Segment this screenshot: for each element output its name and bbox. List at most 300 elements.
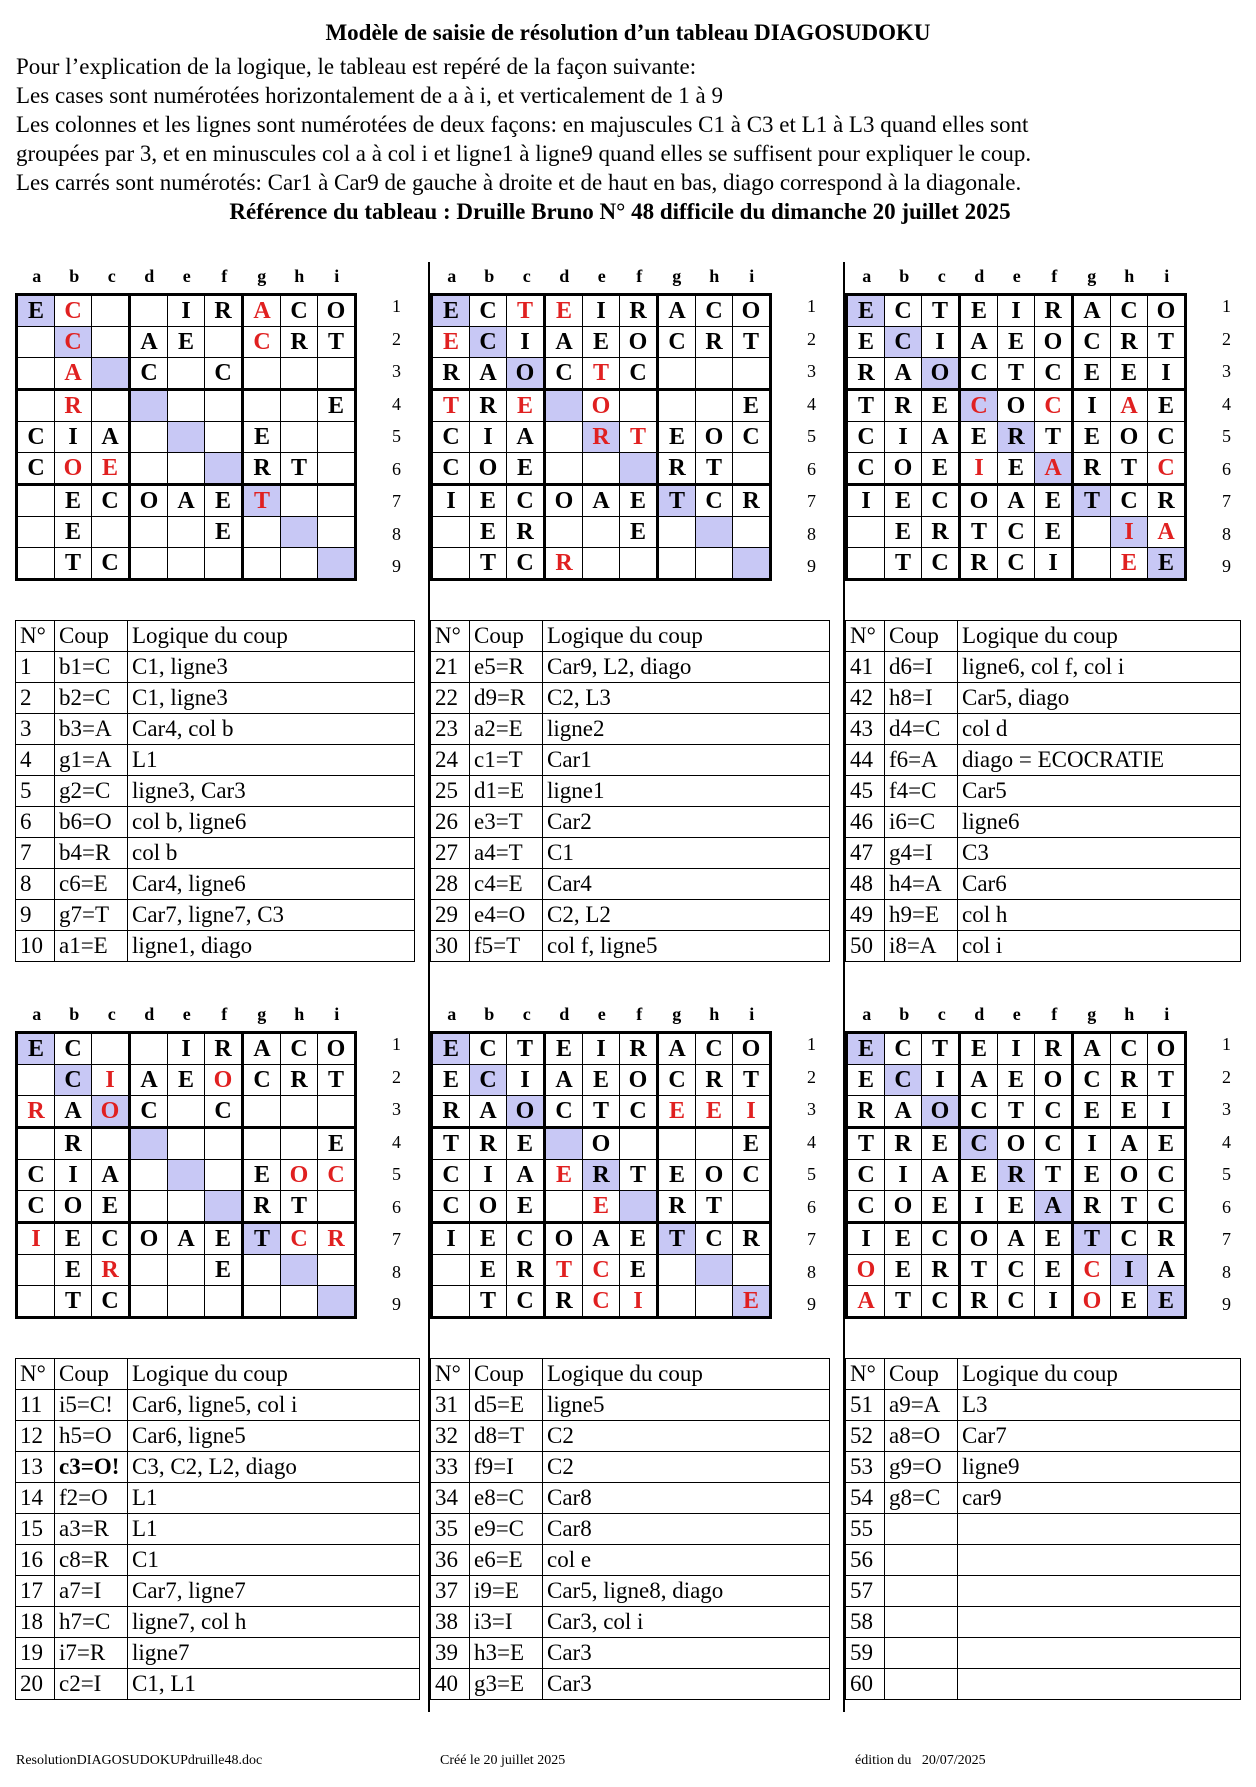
grid-cell[interactable]: O bbox=[960, 485, 998, 517]
grid-cell[interactable]: R bbox=[733, 1223, 771, 1255]
grid-cell[interactable]: A bbox=[658, 1033, 696, 1065]
grid-cell[interactable]: E bbox=[1073, 358, 1111, 390]
grid-cell[interactable] bbox=[432, 517, 470, 548]
grid-cell[interactable] bbox=[92, 1128, 130, 1160]
grid-cell[interactable] bbox=[168, 1096, 205, 1128]
grid-cell[interactable]: C bbox=[960, 358, 998, 390]
grid-cell[interactable]: A bbox=[92, 422, 130, 453]
grid-cell[interactable]: R bbox=[583, 422, 620, 453]
grid-cell[interactable]: T bbox=[281, 1191, 318, 1223]
grid-cell[interactable]: I bbox=[432, 1223, 470, 1255]
grid-cell[interactable] bbox=[281, 1096, 318, 1128]
grid-cell[interactable]: I bbox=[733, 1096, 771, 1128]
grid-cell[interactable]: R bbox=[281, 327, 318, 358]
grid-cell[interactable] bbox=[696, 517, 733, 548]
grid-cell[interactable]: R bbox=[55, 390, 92, 422]
grid-cell[interactable] bbox=[205, 1128, 243, 1160]
grid-cell[interactable]: O bbox=[318, 1033, 356, 1065]
grid-cell[interactable]: E bbox=[168, 1065, 205, 1096]
grid-cell[interactable]: C bbox=[243, 327, 281, 358]
grid-cell[interactable]: E bbox=[243, 422, 281, 453]
grid-cell[interactable]: O bbox=[470, 1191, 507, 1223]
grid-cell[interactable] bbox=[205, 390, 243, 422]
grid-cell[interactable]: O bbox=[1035, 327, 1073, 358]
grid-cell[interactable]: E bbox=[583, 1065, 620, 1096]
grid-cell[interactable]: O bbox=[583, 1128, 620, 1160]
grid-cell[interactable]: R bbox=[696, 327, 733, 358]
grid-cell[interactable]: E bbox=[318, 390, 356, 422]
grid-cell[interactable]: E bbox=[922, 390, 960, 422]
grid-cell[interactable]: C bbox=[507, 485, 545, 517]
grid-cell[interactable]: C bbox=[507, 548, 545, 580]
grid-cell[interactable] bbox=[281, 1286, 318, 1318]
grid-cell[interactable]: E bbox=[545, 1160, 583, 1191]
grid-cell[interactable] bbox=[545, 453, 583, 485]
grid-cell[interactable]: E bbox=[545, 1033, 583, 1065]
grid-cell[interactable]: C bbox=[583, 1286, 620, 1318]
grid-cell[interactable]: C bbox=[92, 548, 130, 580]
grid-cell[interactable]: C bbox=[92, 1223, 130, 1255]
grid-cell[interactable]: E bbox=[847, 295, 885, 327]
grid-cell[interactable] bbox=[733, 548, 771, 580]
grid-cell[interactable]: T bbox=[1073, 485, 1111, 517]
grid-cell[interactable]: R bbox=[960, 548, 998, 580]
grid-cell[interactable]: E bbox=[1035, 485, 1073, 517]
grid-cell[interactable]: R bbox=[1073, 453, 1111, 485]
grid-cell[interactable]: O bbox=[922, 358, 960, 390]
grid-cell[interactable]: T bbox=[55, 548, 92, 580]
grid-cell[interactable]: C bbox=[1035, 1128, 1073, 1160]
grid-cell[interactable]: R bbox=[243, 453, 281, 485]
grid-cell[interactable] bbox=[243, 517, 281, 548]
grid-cell[interactable]: T bbox=[885, 1286, 922, 1318]
grid-cell[interactable]: R bbox=[1111, 327, 1148, 358]
grid-cell[interactable]: R bbox=[1035, 1033, 1073, 1065]
grid-cell[interactable]: E bbox=[507, 390, 545, 422]
grid-cell[interactable]: O bbox=[507, 358, 545, 390]
grid-cell[interactable]: T bbox=[847, 1128, 885, 1160]
grid-cell[interactable] bbox=[583, 548, 620, 580]
grid-cell[interactable]: A bbox=[545, 327, 583, 358]
grid-cell[interactable]: C bbox=[17, 1160, 55, 1191]
grid-cell[interactable]: C bbox=[432, 1160, 470, 1191]
grid-cell[interactable]: C bbox=[847, 422, 885, 453]
grid-cell[interactable]: T bbox=[432, 390, 470, 422]
grid-cell[interactable]: A bbox=[92, 1160, 130, 1191]
grid-cell[interactable] bbox=[130, 295, 168, 327]
grid-cell[interactable] bbox=[696, 1255, 733, 1286]
grid-cell[interactable]: R bbox=[696, 1065, 733, 1096]
grid-cell[interactable] bbox=[130, 1286, 168, 1318]
grid-cell[interactable] bbox=[205, 1191, 243, 1223]
grid-cell[interactable]: R bbox=[658, 453, 696, 485]
grid-cell[interactable]: R bbox=[55, 1128, 92, 1160]
grid-cell[interactable]: R bbox=[620, 295, 658, 327]
grid-cell[interactable]: A bbox=[1148, 1255, 1186, 1286]
grid-cell[interactable]: A bbox=[1073, 295, 1111, 327]
grid-cell[interactable] bbox=[205, 1160, 243, 1191]
grid-cell[interactable]: C bbox=[470, 295, 507, 327]
grid-cell[interactable]: I bbox=[922, 327, 960, 358]
grid-cell[interactable]: T bbox=[507, 295, 545, 327]
grid-cell[interactable]: C bbox=[432, 453, 470, 485]
grid-cell[interactable]: E bbox=[658, 1160, 696, 1191]
grid-cell[interactable]: A bbox=[885, 1096, 922, 1128]
grid-cell[interactable]: E bbox=[998, 1065, 1035, 1096]
grid-cell[interactable]: R bbox=[507, 517, 545, 548]
grid-cell[interactable]: O bbox=[318, 295, 356, 327]
grid-cell[interactable] bbox=[1073, 548, 1111, 580]
grid-cell[interactable] bbox=[545, 1128, 583, 1160]
grid-cell[interactable]: E bbox=[432, 327, 470, 358]
grid-cell[interactable]: T bbox=[696, 1191, 733, 1223]
grid-cell[interactable] bbox=[620, 548, 658, 580]
grid-cell[interactable]: I bbox=[17, 1223, 55, 1255]
grid-cell[interactable]: C bbox=[545, 1096, 583, 1128]
grid-cell[interactable]: E bbox=[847, 1033, 885, 1065]
grid-cell[interactable]: C bbox=[885, 1033, 922, 1065]
grid-cell[interactable] bbox=[733, 1255, 771, 1286]
grid-cell[interactable]: O bbox=[1148, 1033, 1186, 1065]
grid-cell[interactable]: I bbox=[583, 1033, 620, 1065]
grid-cell[interactable]: C bbox=[92, 1286, 130, 1318]
grid-cell[interactable]: E bbox=[733, 1128, 771, 1160]
grid-cell[interactable]: R bbox=[17, 1096, 55, 1128]
grid-cell[interactable]: E bbox=[960, 422, 998, 453]
grid-cell[interactable]: E bbox=[92, 453, 130, 485]
grid-cell[interactable]: E bbox=[432, 295, 470, 327]
grid-cell[interactable]: C bbox=[281, 295, 318, 327]
grid-cell[interactable]: O bbox=[1111, 422, 1148, 453]
grid-cell[interactable]: I bbox=[168, 1033, 205, 1065]
grid-cell[interactable]: R bbox=[281, 1065, 318, 1096]
grid-cell[interactable] bbox=[168, 1255, 205, 1286]
grid-cell[interactable] bbox=[130, 1128, 168, 1160]
grid-cell[interactable]: T bbox=[281, 453, 318, 485]
grid-cell[interactable] bbox=[168, 1286, 205, 1318]
grid-cell[interactable]: E bbox=[733, 1286, 771, 1318]
grid-cell[interactable]: A bbox=[1035, 453, 1073, 485]
grid-cell[interactable]: A bbox=[583, 1223, 620, 1255]
grid-cell[interactable]: O bbox=[130, 485, 168, 517]
grid-cell[interactable]: O bbox=[696, 1160, 733, 1191]
grid-cell[interactable]: E bbox=[507, 453, 545, 485]
grid-cell[interactable]: E bbox=[1073, 1096, 1111, 1128]
grid-cell[interactable]: E bbox=[55, 485, 92, 517]
grid-cell[interactable]: E bbox=[583, 1191, 620, 1223]
grid-cell[interactable]: I bbox=[55, 422, 92, 453]
grid-cell[interactable]: E bbox=[620, 1223, 658, 1255]
grid-cell[interactable]: A bbox=[1035, 1191, 1073, 1223]
grid-cell[interactable] bbox=[17, 517, 55, 548]
grid-cell[interactable]: T bbox=[658, 1223, 696, 1255]
grid-cell[interactable]: E bbox=[658, 1096, 696, 1128]
grid-cell[interactable]: C bbox=[998, 548, 1035, 580]
grid-cell[interactable] bbox=[620, 390, 658, 422]
grid-cell[interactable]: C bbox=[733, 422, 771, 453]
grid-cell[interactable]: T bbox=[620, 1160, 658, 1191]
grid-cell[interactable]: O bbox=[885, 453, 922, 485]
grid-cell[interactable]: R bbox=[205, 295, 243, 327]
grid-cell[interactable]: T bbox=[885, 548, 922, 580]
grid-cell[interactable]: C bbox=[1073, 1065, 1111, 1096]
grid-cell[interactable]: C bbox=[17, 453, 55, 485]
grid-cell[interactable]: R bbox=[733, 485, 771, 517]
grid-cell[interactable]: E bbox=[583, 327, 620, 358]
grid-cell[interactable]: O bbox=[885, 1191, 922, 1223]
grid-cell[interactable]: E bbox=[168, 327, 205, 358]
grid-cell[interactable] bbox=[318, 1255, 356, 1286]
grid-cell[interactable] bbox=[168, 548, 205, 580]
grid-cell[interactable]: A bbox=[1111, 1128, 1148, 1160]
grid-cell[interactable] bbox=[658, 390, 696, 422]
grid-cell[interactable]: I bbox=[1035, 1286, 1073, 1318]
grid-cell[interactable]: A bbox=[1111, 390, 1148, 422]
grid-cell[interactable]: C bbox=[1035, 358, 1073, 390]
grid-cell[interactable]: O bbox=[281, 1160, 318, 1191]
grid-cell[interactable] bbox=[243, 390, 281, 422]
grid-cell[interactable]: E bbox=[620, 1255, 658, 1286]
grid-cell[interactable] bbox=[17, 548, 55, 580]
grid-cell[interactable]: E bbox=[205, 485, 243, 517]
grid-cell[interactable]: T bbox=[1148, 1065, 1186, 1096]
grid-cell[interactable] bbox=[318, 453, 356, 485]
grid-cell[interactable]: T bbox=[1035, 1160, 1073, 1191]
grid-cell[interactable] bbox=[318, 485, 356, 517]
grid-cell[interactable]: A bbox=[885, 358, 922, 390]
grid-cell[interactable]: E bbox=[17, 295, 55, 327]
grid-cell[interactable]: I bbox=[55, 1160, 92, 1191]
grid-cell[interactable]: O bbox=[1148, 295, 1186, 327]
grid-cell[interactable]: R bbox=[545, 548, 583, 580]
grid-cell[interactable]: C bbox=[696, 1033, 733, 1065]
grid-cell[interactable]: C bbox=[432, 1191, 470, 1223]
grid-cell[interactable]: A bbox=[130, 327, 168, 358]
grid-cell[interactable]: O bbox=[92, 1096, 130, 1128]
grid-cell[interactable]: R bbox=[998, 422, 1035, 453]
grid-cell[interactable] bbox=[620, 1128, 658, 1160]
grid-cell[interactable]: R bbox=[658, 1191, 696, 1223]
grid-cell[interactable] bbox=[130, 1255, 168, 1286]
grid-cell[interactable] bbox=[92, 1033, 130, 1065]
grid-cell[interactable]: E bbox=[998, 1191, 1035, 1223]
grid-cell[interactable]: C bbox=[885, 295, 922, 327]
grid-cell[interactable]: R bbox=[583, 1160, 620, 1191]
grid-cell[interactable] bbox=[281, 390, 318, 422]
grid-cell[interactable]: O bbox=[922, 1096, 960, 1128]
grid-cell[interactable] bbox=[92, 390, 130, 422]
grid-cell[interactable]: C bbox=[658, 327, 696, 358]
grid-cell[interactable]: C bbox=[922, 1223, 960, 1255]
grid-cell[interactable]: C bbox=[470, 1033, 507, 1065]
grid-cell[interactable]: I bbox=[1035, 548, 1073, 580]
grid-cell[interactable]: T bbox=[583, 1096, 620, 1128]
grid-cell[interactable]: C bbox=[55, 327, 92, 358]
grid-cell[interactable]: R bbox=[1148, 485, 1186, 517]
grid-cell[interactable]: A bbox=[1148, 517, 1186, 548]
grid-cell[interactable]: I bbox=[1111, 517, 1148, 548]
grid-cell[interactable]: C bbox=[960, 1128, 998, 1160]
grid-cell[interactable] bbox=[696, 548, 733, 580]
grid-cell[interactable]: E bbox=[470, 485, 507, 517]
grid-cell[interactable] bbox=[696, 1128, 733, 1160]
grid-cell[interactable] bbox=[847, 548, 885, 580]
grid-cell[interactable] bbox=[318, 422, 356, 453]
grid-cell[interactable]: O bbox=[470, 453, 507, 485]
grid-cell[interactable]: O bbox=[998, 1128, 1035, 1160]
grid-cell[interactable]: O bbox=[507, 1096, 545, 1128]
grid-cell[interactable]: C bbox=[432, 422, 470, 453]
grid-cell[interactable]: E bbox=[922, 453, 960, 485]
grid-cell[interactable]: T bbox=[1148, 327, 1186, 358]
grid-cell[interactable]: C bbox=[998, 1255, 1035, 1286]
grid-cell[interactable]: A bbox=[960, 1065, 998, 1096]
grid-cell[interactable] bbox=[318, 358, 356, 390]
grid-cell[interactable]: E bbox=[960, 1033, 998, 1065]
grid-cell[interactable]: T bbox=[696, 453, 733, 485]
grid-cell[interactable] bbox=[92, 517, 130, 548]
grid-cell[interactable]: C bbox=[281, 1033, 318, 1065]
grid-cell[interactable]: C bbox=[55, 1065, 92, 1096]
grid-cell[interactable] bbox=[318, 548, 356, 580]
grid-cell[interactable]: O bbox=[205, 1065, 243, 1096]
grid-cell[interactable] bbox=[243, 1096, 281, 1128]
grid-cell[interactable]: T bbox=[583, 358, 620, 390]
grid-cell[interactable]: I bbox=[507, 327, 545, 358]
grid-cell[interactable]: T bbox=[545, 1255, 583, 1286]
grid-cell[interactable]: A bbox=[470, 1096, 507, 1128]
grid-cell[interactable] bbox=[1073, 517, 1111, 548]
grid-cell[interactable]: C bbox=[281, 1223, 318, 1255]
grid-cell[interactable] bbox=[696, 390, 733, 422]
grid-cell[interactable] bbox=[281, 422, 318, 453]
grid-cell[interactable] bbox=[318, 1286, 356, 1318]
grid-cell[interactable]: A bbox=[998, 1223, 1035, 1255]
grid-cell[interactable] bbox=[733, 1191, 771, 1223]
grid-cell[interactable]: E bbox=[92, 1191, 130, 1223]
grid-cell[interactable]: I bbox=[1148, 1096, 1186, 1128]
grid-cell[interactable] bbox=[658, 1128, 696, 1160]
grid-cell[interactable] bbox=[733, 517, 771, 548]
grid-cell[interactable]: I bbox=[922, 1065, 960, 1096]
grid-cell[interactable]: T bbox=[998, 1096, 1035, 1128]
grid-cell[interactable]: I bbox=[1073, 390, 1111, 422]
grid-cell[interactable]: E bbox=[960, 1160, 998, 1191]
grid-cell[interactable]: E bbox=[847, 1065, 885, 1096]
grid-cell[interactable]: E bbox=[507, 1191, 545, 1223]
grid-cell[interactable] bbox=[17, 1128, 55, 1160]
grid-cell[interactable] bbox=[545, 422, 583, 453]
grid-cell[interactable]: E bbox=[470, 1255, 507, 1286]
grid-cell[interactable]: C bbox=[696, 1223, 733, 1255]
grid-cell[interactable]: A bbox=[55, 358, 92, 390]
grid-cell[interactable]: O bbox=[545, 485, 583, 517]
grid-cell[interactable]: O bbox=[733, 295, 771, 327]
grid-cell[interactable]: C bbox=[1148, 1160, 1186, 1191]
grid-cell[interactable] bbox=[92, 358, 130, 390]
grid-cell[interactable]: T bbox=[1111, 1191, 1148, 1223]
grid-cell[interactable]: A bbox=[545, 1065, 583, 1096]
grid-cell[interactable]: C bbox=[130, 1096, 168, 1128]
grid-cell[interactable] bbox=[243, 548, 281, 580]
grid-cell[interactable]: E bbox=[1035, 517, 1073, 548]
grid-cell[interactable] bbox=[17, 1286, 55, 1318]
grid-cell[interactable]: O bbox=[583, 390, 620, 422]
grid-cell[interactable] bbox=[281, 1128, 318, 1160]
grid-cell[interactable]: T bbox=[243, 485, 281, 517]
grid-cell[interactable]: C bbox=[696, 485, 733, 517]
grid-cell[interactable]: C bbox=[885, 1065, 922, 1096]
grid-cell[interactable]: T bbox=[960, 1255, 998, 1286]
grid-cell[interactable] bbox=[92, 327, 130, 358]
grid-cell[interactable]: E bbox=[658, 422, 696, 453]
grid-cell[interactable]: O bbox=[55, 453, 92, 485]
grid-cell[interactable]: R bbox=[998, 1160, 1035, 1191]
grid-cell[interactable]: R bbox=[1035, 295, 1073, 327]
grid-cell[interactable] bbox=[281, 358, 318, 390]
grid-cell[interactable]: E bbox=[960, 295, 998, 327]
grid-cell[interactable]: R bbox=[470, 1128, 507, 1160]
grid-cell[interactable]: E bbox=[17, 1033, 55, 1065]
grid-cell[interactable]: E bbox=[205, 1223, 243, 1255]
grid-cell[interactable]: R bbox=[960, 1286, 998, 1318]
grid-cell[interactable]: C bbox=[922, 548, 960, 580]
grid-cell[interactable] bbox=[205, 422, 243, 453]
grid-cell[interactable]: E bbox=[55, 517, 92, 548]
grid-cell[interactable]: I bbox=[432, 485, 470, 517]
grid-cell[interactable]: A bbox=[583, 485, 620, 517]
grid-cell[interactable] bbox=[17, 485, 55, 517]
grid-cell[interactable]: E bbox=[847, 327, 885, 358]
grid-cell[interactable] bbox=[168, 422, 205, 453]
grid-cell[interactable] bbox=[281, 548, 318, 580]
grid-cell[interactable]: O bbox=[545, 1223, 583, 1255]
grid-cell[interactable]: E bbox=[432, 1065, 470, 1096]
grid-cell[interactable]: R bbox=[847, 358, 885, 390]
grid-cell[interactable]: I bbox=[885, 422, 922, 453]
grid-cell[interactable]: C bbox=[1035, 390, 1073, 422]
grid-cell[interactable] bbox=[130, 548, 168, 580]
grid-cell[interactable]: C bbox=[658, 1065, 696, 1096]
grid-cell[interactable]: E bbox=[998, 327, 1035, 358]
grid-cell[interactable]: T bbox=[998, 358, 1035, 390]
grid-cell[interactable]: C bbox=[583, 1255, 620, 1286]
grid-cell[interactable] bbox=[168, 390, 205, 422]
grid-cell[interactable]: E bbox=[1073, 1160, 1111, 1191]
grid-cell[interactable]: A bbox=[507, 1160, 545, 1191]
grid-cell[interactable] bbox=[281, 1255, 318, 1286]
grid-cell[interactable]: O bbox=[960, 1223, 998, 1255]
grid-cell[interactable]: A bbox=[960, 327, 998, 358]
grid-cell[interactable]: C bbox=[55, 1033, 92, 1065]
grid-cell[interactable]: A bbox=[168, 1223, 205, 1255]
grid-cell[interactable]: C bbox=[318, 1160, 356, 1191]
grid-cell[interactable]: C bbox=[243, 1065, 281, 1096]
grid-cell[interactable]: E bbox=[1148, 1128, 1186, 1160]
grid-cell[interactable]: C bbox=[960, 1096, 998, 1128]
grid-cell[interactable]: E bbox=[470, 517, 507, 548]
grid-cell[interactable]: C bbox=[1148, 422, 1186, 453]
grid-cell[interactable] bbox=[847, 517, 885, 548]
grid-cell[interactable]: C bbox=[17, 1191, 55, 1223]
grid-cell[interactable]: E bbox=[1111, 1096, 1148, 1128]
grid-cell[interactable]: O bbox=[620, 327, 658, 358]
grid-cell[interactable]: C bbox=[1111, 295, 1148, 327]
grid-cell[interactable]: C bbox=[1035, 1096, 1073, 1128]
grid-cell[interactable]: I bbox=[960, 453, 998, 485]
grid-cell[interactable]: E bbox=[696, 1096, 733, 1128]
grid-cell[interactable]: E bbox=[885, 1255, 922, 1286]
